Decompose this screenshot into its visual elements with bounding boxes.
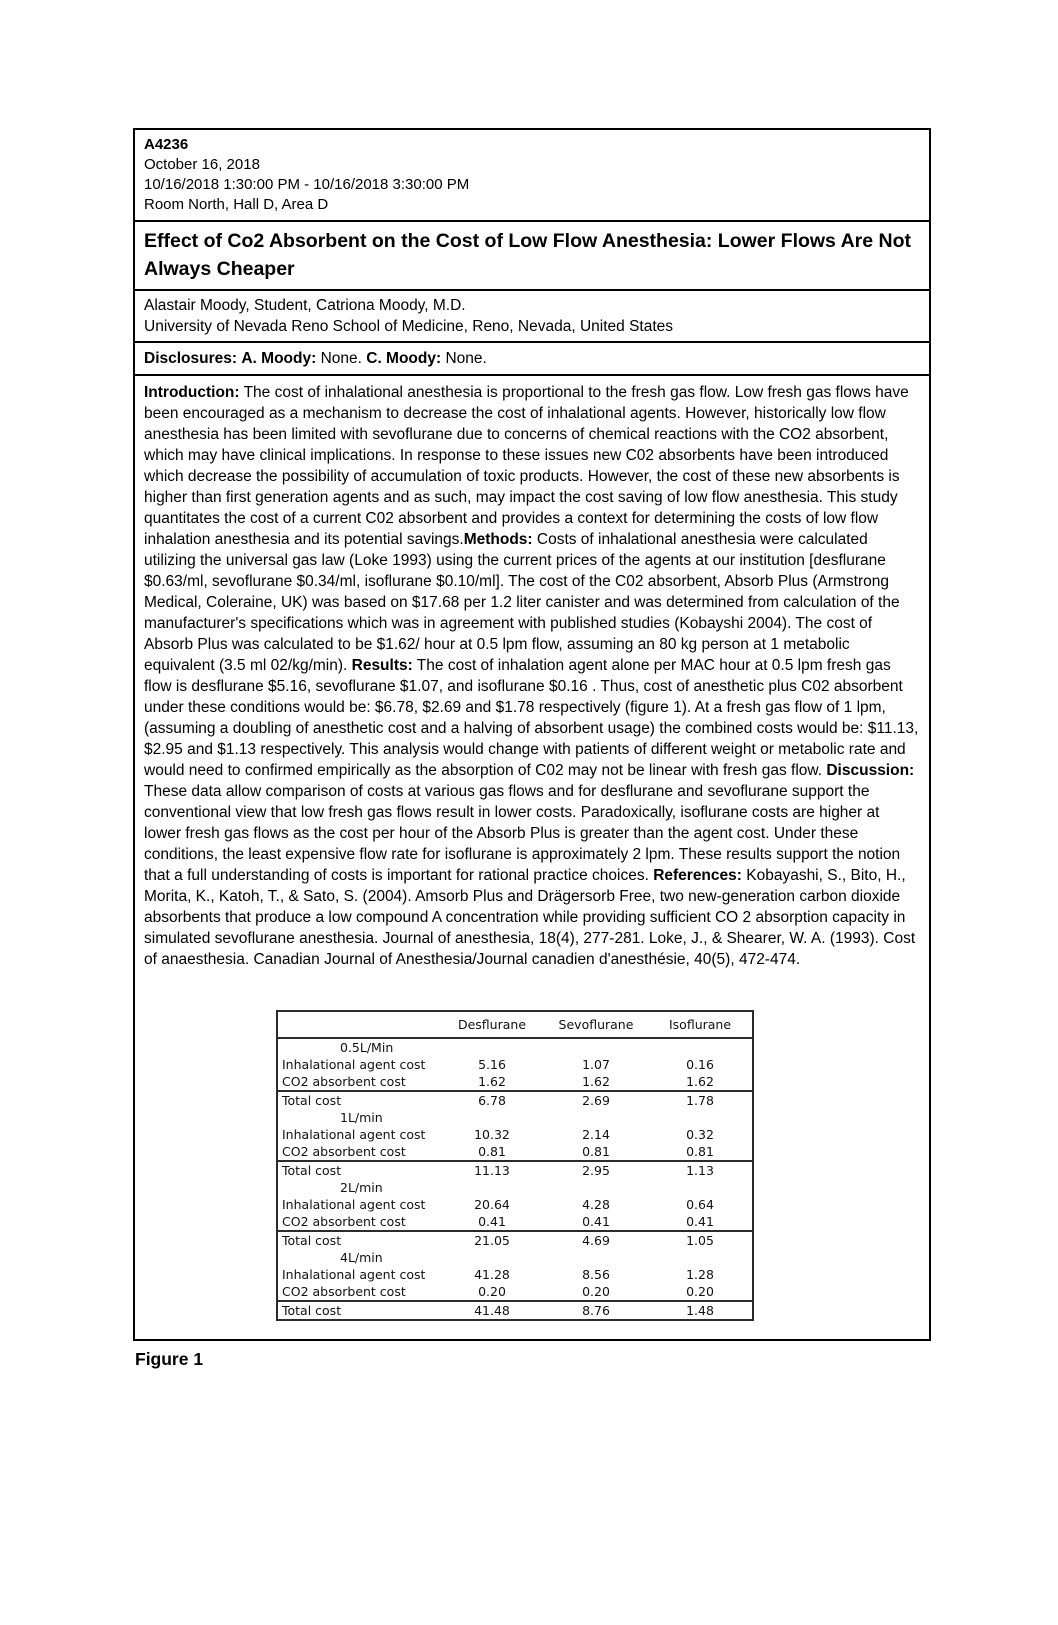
cost-value-cell	[648, 1038, 753, 1056]
cost-row-label: CO2 absorbent cost	[282, 1214, 406, 1229]
cost-value-cell: 2.95	[544, 1161, 648, 1179]
bold-text-segment: Results:	[351, 657, 413, 674]
table-row-item	[277, 1056, 753, 1073]
cost-value-cell: 1.78	[648, 1091, 753, 1109]
abstract-box	[133, 128, 931, 1341]
cost-value-cell: 1.07	[582, 1057, 610, 1072]
flow-rate-label: 1L/min	[340, 1110, 383, 1125]
bold-text-segment: Discussion:	[826, 762, 915, 779]
cost-value-cell: 0.20	[478, 1284, 506, 1299]
cost-value-cell: 0.41	[478, 1214, 506, 1229]
cost-value-cell: 0.64	[686, 1197, 714, 1212]
table-row-item	[277, 1143, 753, 1161]
table-row-item	[277, 1213, 753, 1231]
cost-value-cell: 4.69	[544, 1231, 648, 1249]
cost-value-cell: 10.32	[474, 1127, 510, 1142]
column-header-isoflurane: Isoflurane	[648, 1011, 753, 1038]
table-row-item	[277, 1266, 753, 1283]
cost-value-cell: 2.14	[582, 1127, 610, 1142]
bold-text-segment: References:	[653, 867, 742, 884]
cost-value-cell: 6.78	[440, 1091, 544, 1109]
cost-value-cell: 0.81	[582, 1144, 610, 1159]
figure-caption: Figure 1	[135, 1349, 204, 1369]
bold-text-segment: Disclosures:	[144, 350, 238, 367]
table-row-total	[277, 1301, 753, 1320]
figure1-cost-table	[276, 1010, 754, 1321]
cost-value-cell: 8.56	[582, 1267, 610, 1282]
figure1-table-header	[277, 1011, 753, 1038]
cost-value-cell: 1.62	[686, 1074, 714, 1089]
text-segment: The cost of inhalational anesthesia is proportional to the fresh gas flow. Low fresh gas flows have been encouraged as a mechanism to decrease the cost of inhalational agents. However, historically low flow anesthesia has been limited with sevoflurane due to concerns of chemical reactions with the CO2 absorbent, which may have clinical implications. In response to these issues new C02 absorbents have been introduced which decrease the possibility of accumulation of toxic products. However, the cost of these new absorbents is higher than first generation agents and as such, may impact the cost saving of low flow anesthesia. This study quantitates the cost of a current C02 absorbent and provides a context for determining the costs of low flow inhalation anesthesia and its potential savings.	[144, 384, 909, 548]
cost-value-cell: 8.76	[544, 1301, 648, 1320]
cost-row-label: Total cost	[277, 1091, 440, 1109]
authors-line: Alastair Moody, Student, Catriona Moody, M.D.	[144, 297, 466, 314]
cost-value-cell	[440, 1038, 544, 1056]
cost-value-cell: 5.16	[478, 1057, 506, 1072]
cost-value-cell	[544, 1109, 648, 1126]
cost-value-cell: 20.64	[474, 1197, 510, 1212]
text-segment: These data allow comparison of costs at various gas flows and for desflurane and sevoflurane support the conventional view that low fresh gas flows result in lower costs. Paradoxically, isoflurane costs are higher at lower fresh gas flows as the cost per hour of the Absorb Plus is greater than the agent cost. Under these conditions, the least expensive flow rate for isoflurane is approximately 2 lpm. These results support the notion that a full understanding of costs is important for rational practice choices.	[144, 783, 901, 884]
cost-value-cell: 0.20	[686, 1284, 714, 1299]
cost-row-label: Total cost	[277, 1161, 440, 1179]
disclosures-text	[144, 348, 920, 369]
cost-value-cell: 0.81	[686, 1144, 714, 1159]
cost-value-cell: 0.16	[686, 1057, 714, 1072]
cost-value-cell	[648, 1179, 753, 1196]
table-row-total	[277, 1091, 753, 1109]
bold-text-segment: A. Moody:	[241, 350, 317, 367]
abstract-body-section	[135, 374, 929, 1339]
cost-value-cell	[544, 1038, 648, 1056]
cost-value-cell: 0.20	[582, 1284, 610, 1299]
flow-rate-label: 0.5L/Min	[340, 1040, 394, 1055]
disclosures-section	[135, 341, 929, 374]
bold-text-segment: C. Moody:	[366, 350, 442, 367]
affiliation-line: University of Nevada Reno School of Medicine, Reno, Nevada, United States	[144, 318, 674, 335]
text-segment: None.	[316, 350, 367, 367]
cost-value-cell	[544, 1179, 648, 1196]
cost-value-cell	[648, 1249, 753, 1266]
cost-row-label: Inhalational agent cost	[282, 1197, 426, 1212]
cost-row-label: CO2 absorbent cost	[282, 1074, 406, 1089]
table-row-item	[277, 1196, 753, 1213]
cost-row-label: Total cost	[277, 1301, 440, 1320]
column-header-desflurane: Desflurane	[440, 1011, 544, 1038]
text-segment: None.	[441, 350, 487, 367]
session-info-section	[135, 130, 929, 220]
table-header-row	[277, 1011, 753, 1038]
cost-value-cell	[544, 1249, 648, 1266]
cost-value-cell: 1.48	[648, 1301, 753, 1320]
cost-value-cell: 2.69	[544, 1091, 648, 1109]
column-header-sevoflurane: Sevoflurane	[544, 1011, 648, 1038]
cost-value-cell: 11.13	[440, 1161, 544, 1179]
cost-value-cell: 1.28	[686, 1267, 714, 1282]
cost-row-label: Inhalational agent cost	[282, 1057, 426, 1072]
bold-text-segment: Methods:	[463, 531, 533, 548]
session-date: October 16, 2018	[144, 156, 260, 173]
cost-row-label: CO2 absorbent cost	[282, 1284, 406, 1299]
page-title: Effect of Co2 Absorbent on the Cost of Low Flow Anesthesia: Lower Flows Are Not Always Cheaper	[144, 230, 912, 280]
cost-value-cell: 0.32	[686, 1127, 714, 1142]
abstract-text	[144, 382, 920, 970]
table-row-total	[277, 1231, 753, 1249]
abstract-number: A4236	[144, 136, 189, 153]
cost-value-cell: 0.81	[478, 1144, 506, 1159]
authors-section	[135, 289, 929, 341]
session-time-range: 10/16/2018 1:30:00 PM - 10/16/2018 3:30:00 PM	[144, 176, 470, 193]
cost-value-cell	[440, 1179, 544, 1196]
cost-row-label: CO2 absorbent cost	[282, 1144, 406, 1159]
cost-value-cell	[440, 1249, 544, 1266]
session-location: Room North, Hall D, Area D	[144, 196, 329, 213]
table-row-flow	[277, 1179, 753, 1196]
cost-row-label: Total cost	[277, 1231, 440, 1249]
cost-value-cell	[648, 1109, 753, 1126]
table-row-item	[277, 1126, 753, 1143]
table-row-item	[277, 1073, 753, 1091]
cost-row-label: Inhalational agent cost	[282, 1127, 426, 1142]
cost-value-cell: 1.62	[478, 1074, 506, 1089]
cost-row-label: Inhalational agent cost	[282, 1267, 426, 1282]
row-label-column-header	[277, 1011, 440, 1038]
table-row-flow	[277, 1249, 753, 1266]
figure1-table-body	[277, 1038, 753, 1320]
table-row-total	[277, 1161, 753, 1179]
cost-value-cell: 1.62	[582, 1074, 610, 1089]
title-section	[135, 220, 929, 289]
cost-value-cell: 0.41	[582, 1214, 610, 1229]
cost-value-cell: 41.48	[440, 1301, 544, 1320]
flow-rate-label: 2L/min	[340, 1180, 383, 1195]
text-segment: Kobayashi, S., Bito, H., Morita, K., Katoh, T., & Sato, S. (2004). Amsorb Plus and Drägersorb Free, two new-generation carbon dioxide absorbents that produce a low compound A concentration while providing sufficient CO 2 absorption capacity in simulated sevoflurane anesthesia. Journal of anesthesia, 18(4), 277-281. Loke, J., & Shearer, W. A. (1993). Cost of anaesthesia. Canadian Journal of Anesthesia/Journal canadien d'anesthésie, 40(5), 472-474.	[144, 867, 916, 968]
table-row-item	[277, 1283, 753, 1301]
cost-value-cell: 4.28	[582, 1197, 610, 1212]
text-segment: The cost of inhalation agent alone per MAC hour at 0.5 lpm fresh gas flow is desflurane $5.16, sevoflurane $1.07, and isoflurane $0.16 . Thus, cost of anesthetic plus C02 absorbent under these conditions would be: $6.78, $2.69 and $1.78 respectively (figure 1). At a fresh gas flow of 1 lpm, (assuming a doubling of anesthetic cost and a halving of absorbent usage) the combined costs would be: $11.13, $2.95 and $1.13 respectively. This analysis would change with patients of different weight or metabolic rate and would need to confirmed empirically as the absorption of C02 may not be linear with fresh gas flow.	[144, 657, 919, 779]
cost-value-cell: 21.05	[440, 1231, 544, 1249]
bold-text-segment: Introduction:	[144, 384, 240, 401]
cost-value-cell: 41.28	[474, 1267, 510, 1282]
abstract-page	[0, 128, 1058, 1625]
cost-value-cell: 1.05	[648, 1231, 753, 1249]
cost-value-cell: 0.41	[686, 1214, 714, 1229]
cost-value-cell	[440, 1109, 544, 1126]
table-row-flow	[277, 1038, 753, 1056]
table-row-flow	[277, 1109, 753, 1126]
cost-value-cell: 1.13	[648, 1161, 753, 1179]
flow-rate-label: 4L/min	[340, 1250, 383, 1265]
text-segment: Costs of inhalational anesthesia were calculated utilizing the universal gas law (Loke 1993) using the current prices of the agents at our institution [desflurane $0.63/ml, sevoflurane $0.34/ml, isoflurane $0.10/ml]. The cost of the C02 absorbent, Absorb Plus (Armstrong Medical, Coleraine, UK) was based on $17.68 per 1.2 liter canister and was determined from calculation of the manufacturer's specifications which was in agreement with published studies (Kobayshi 2004). The cost of Absorb Plus was calculated to be $1.62/ hour at 0.5 lpm flow, assuming an 80 kg person at 1 metabolic equivalent (3.5 ml 02/kg/min).	[144, 531, 900, 674]
